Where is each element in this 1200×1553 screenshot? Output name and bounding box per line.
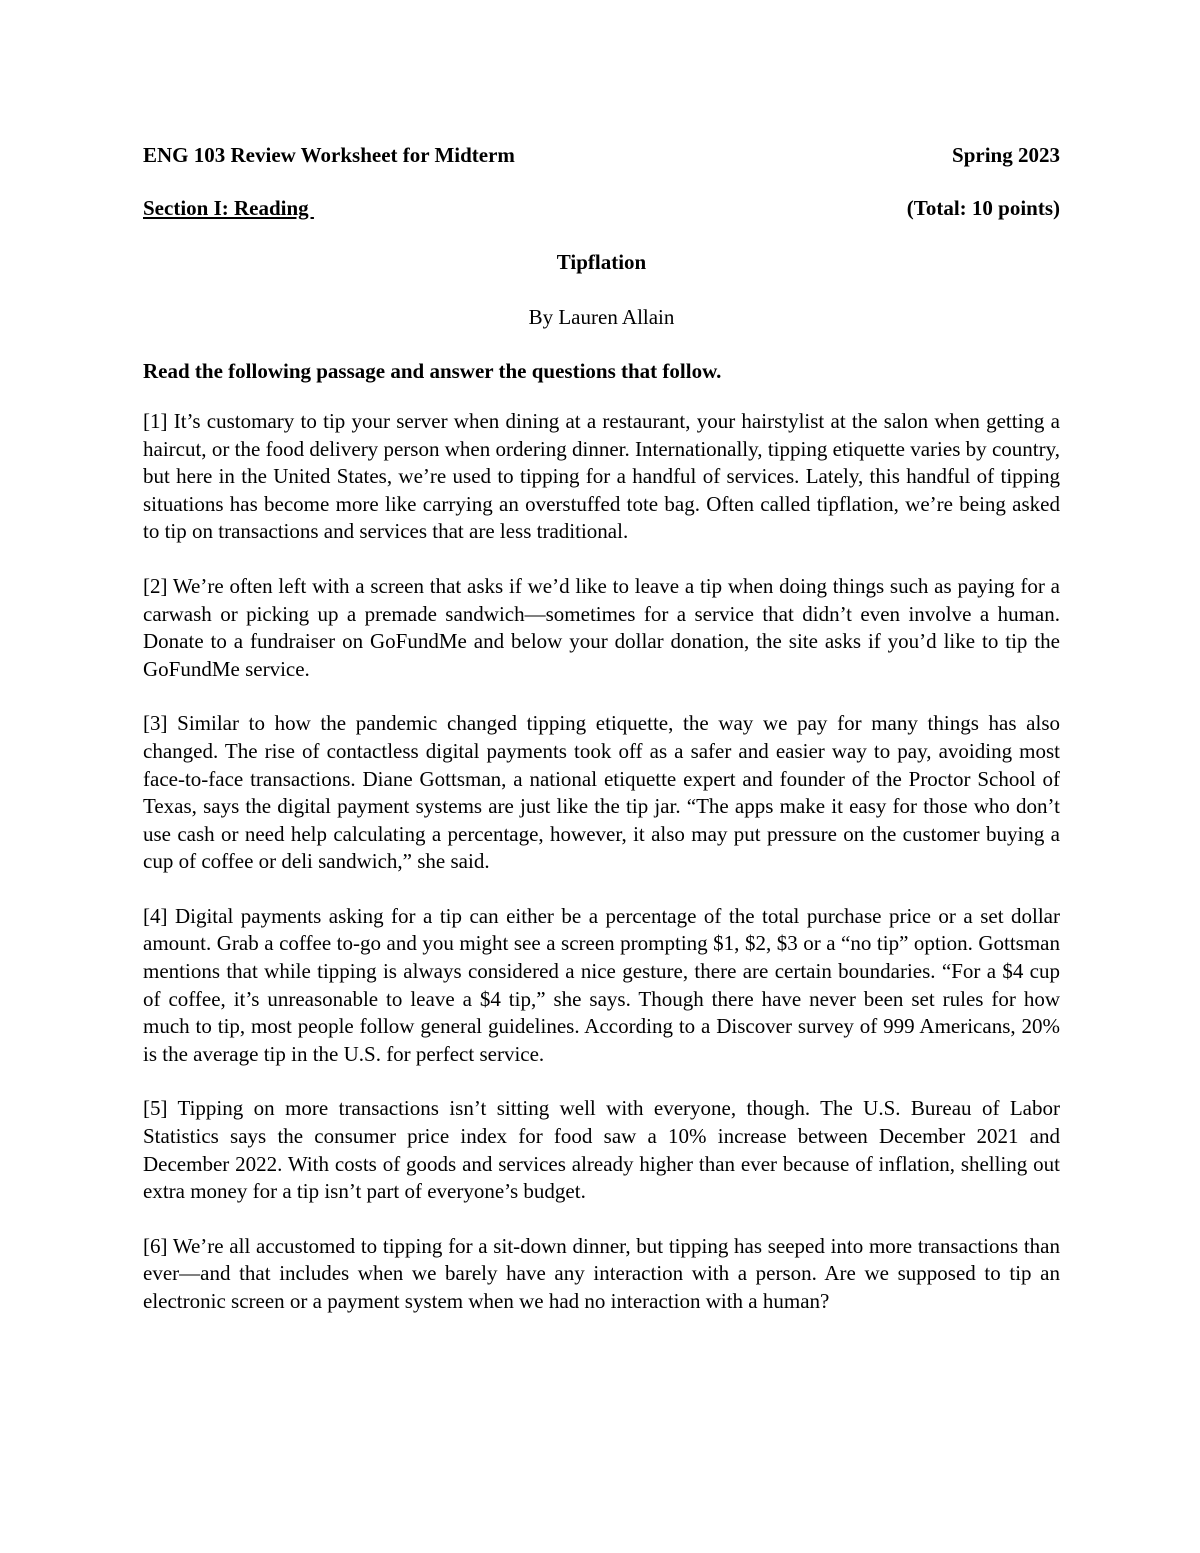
article-title: Tipflation bbox=[556, 250, 647, 275]
passage bbox=[143, 408, 1060, 1316]
paragraph-1: [1] It’s customary to tip your server when dining at a restaurant, your hairstylist at the salon when getting a haircut, or the food delivery person when ordering dinner. Internationally, tipping etiquette varies by country, but here in the United States, we’re used to tipping for a handful of services. Lately, this handful of tipping situations has become more like carrying an overstuffed tote bag. Often called tipflation, we’re being asked to tip on transactions and services that are less traditional. bbox=[143, 408, 1060, 544]
section-header bbox=[143, 195, 1060, 223]
section-label: Section I: Reading bbox=[143, 195, 314, 220]
reading-instruction: Read the following passage and answer the questions that follow. bbox=[143, 359, 722, 384]
paragraph-4: [4] Digital payments asking for a tip can either be a percentage of the total purchase price or a set dollar amount. Grab a coffee to-go and you might see a screen prompting $1, $2, $3 or a “no tip” option. Gottsman mentions that while tipping is always considered a nice gesture, there are certain boundaries. “For a $4 cup of coffee, it’s unreasonable to leave a $4 tip,” she says. Though there have never been set rules for how much to tip, most people follow general guidelines. According to a Discover survey of 999 Americans, 20% is the average tip in the U.S. for perfect service. bbox=[143, 903, 1060, 1066]
paragraph-5: [5] Tipping on more transactions isn’t sitting well with everyone, though. The U.S. Bureau of Labor Statistics says the consumer price index for food saw a 10% increase between December 2021 and December 2022. With costs of goods and services already higher than ever because of inflation, shelling out extra money for a tip isn’t part of everyone’s budget. bbox=[143, 1096, 1060, 1204]
paragraph-6: [6] We’re all accustomed to tipping for a sit-down dinner, but tipping has seeped into more transactions than ever—and that includes when we barely have any interaction with a person. Are we supposed to tip an electronic screen or a payment system when we had no interaction with a human? bbox=[143, 1233, 1060, 1313]
course-title: ENG 103 Review Worksheet for Midterm bbox=[143, 143, 515, 167]
paragraph-2: [2] We’re often left with a screen that asks if we’d like to leave a tip when doing things such as paying for a carwash or picking up a premade sandwich—sometimes for a service that didn’t even involve a human. Donate to a fundraiser on GoFundMe and below your dollar donation, the site asks if you’d like to tip the GoFundMe service. bbox=[143, 573, 1060, 681]
worksheet-header bbox=[143, 142, 1060, 170]
worksheet-page bbox=[143, 138, 1060, 1316]
paragraph-3: [3] Similar to how the pandemic changed tipping etiquette, the way we pay for many things has also changed. The rise of contactless digital payments took off as a safer and easier way to pay, avoiding most face-to-face transactions. Diane Gottsman, a national etiquette expert and founder of the Proctor School of Texas, says the digital payment systems are just like the tip jar. “The apps make it easy for those who don’t use cash or need help calculating a percentage, however, it also may put pressure on the customer buying a cup of coffee or deli sandwich,” she said. bbox=[143, 711, 1060, 874]
article-byline: By Lauren Allain bbox=[528, 304, 675, 329]
term-label: Spring 2023 bbox=[952, 143, 1060, 167]
section-points: (Total: 10 points) bbox=[906, 195, 1060, 220]
